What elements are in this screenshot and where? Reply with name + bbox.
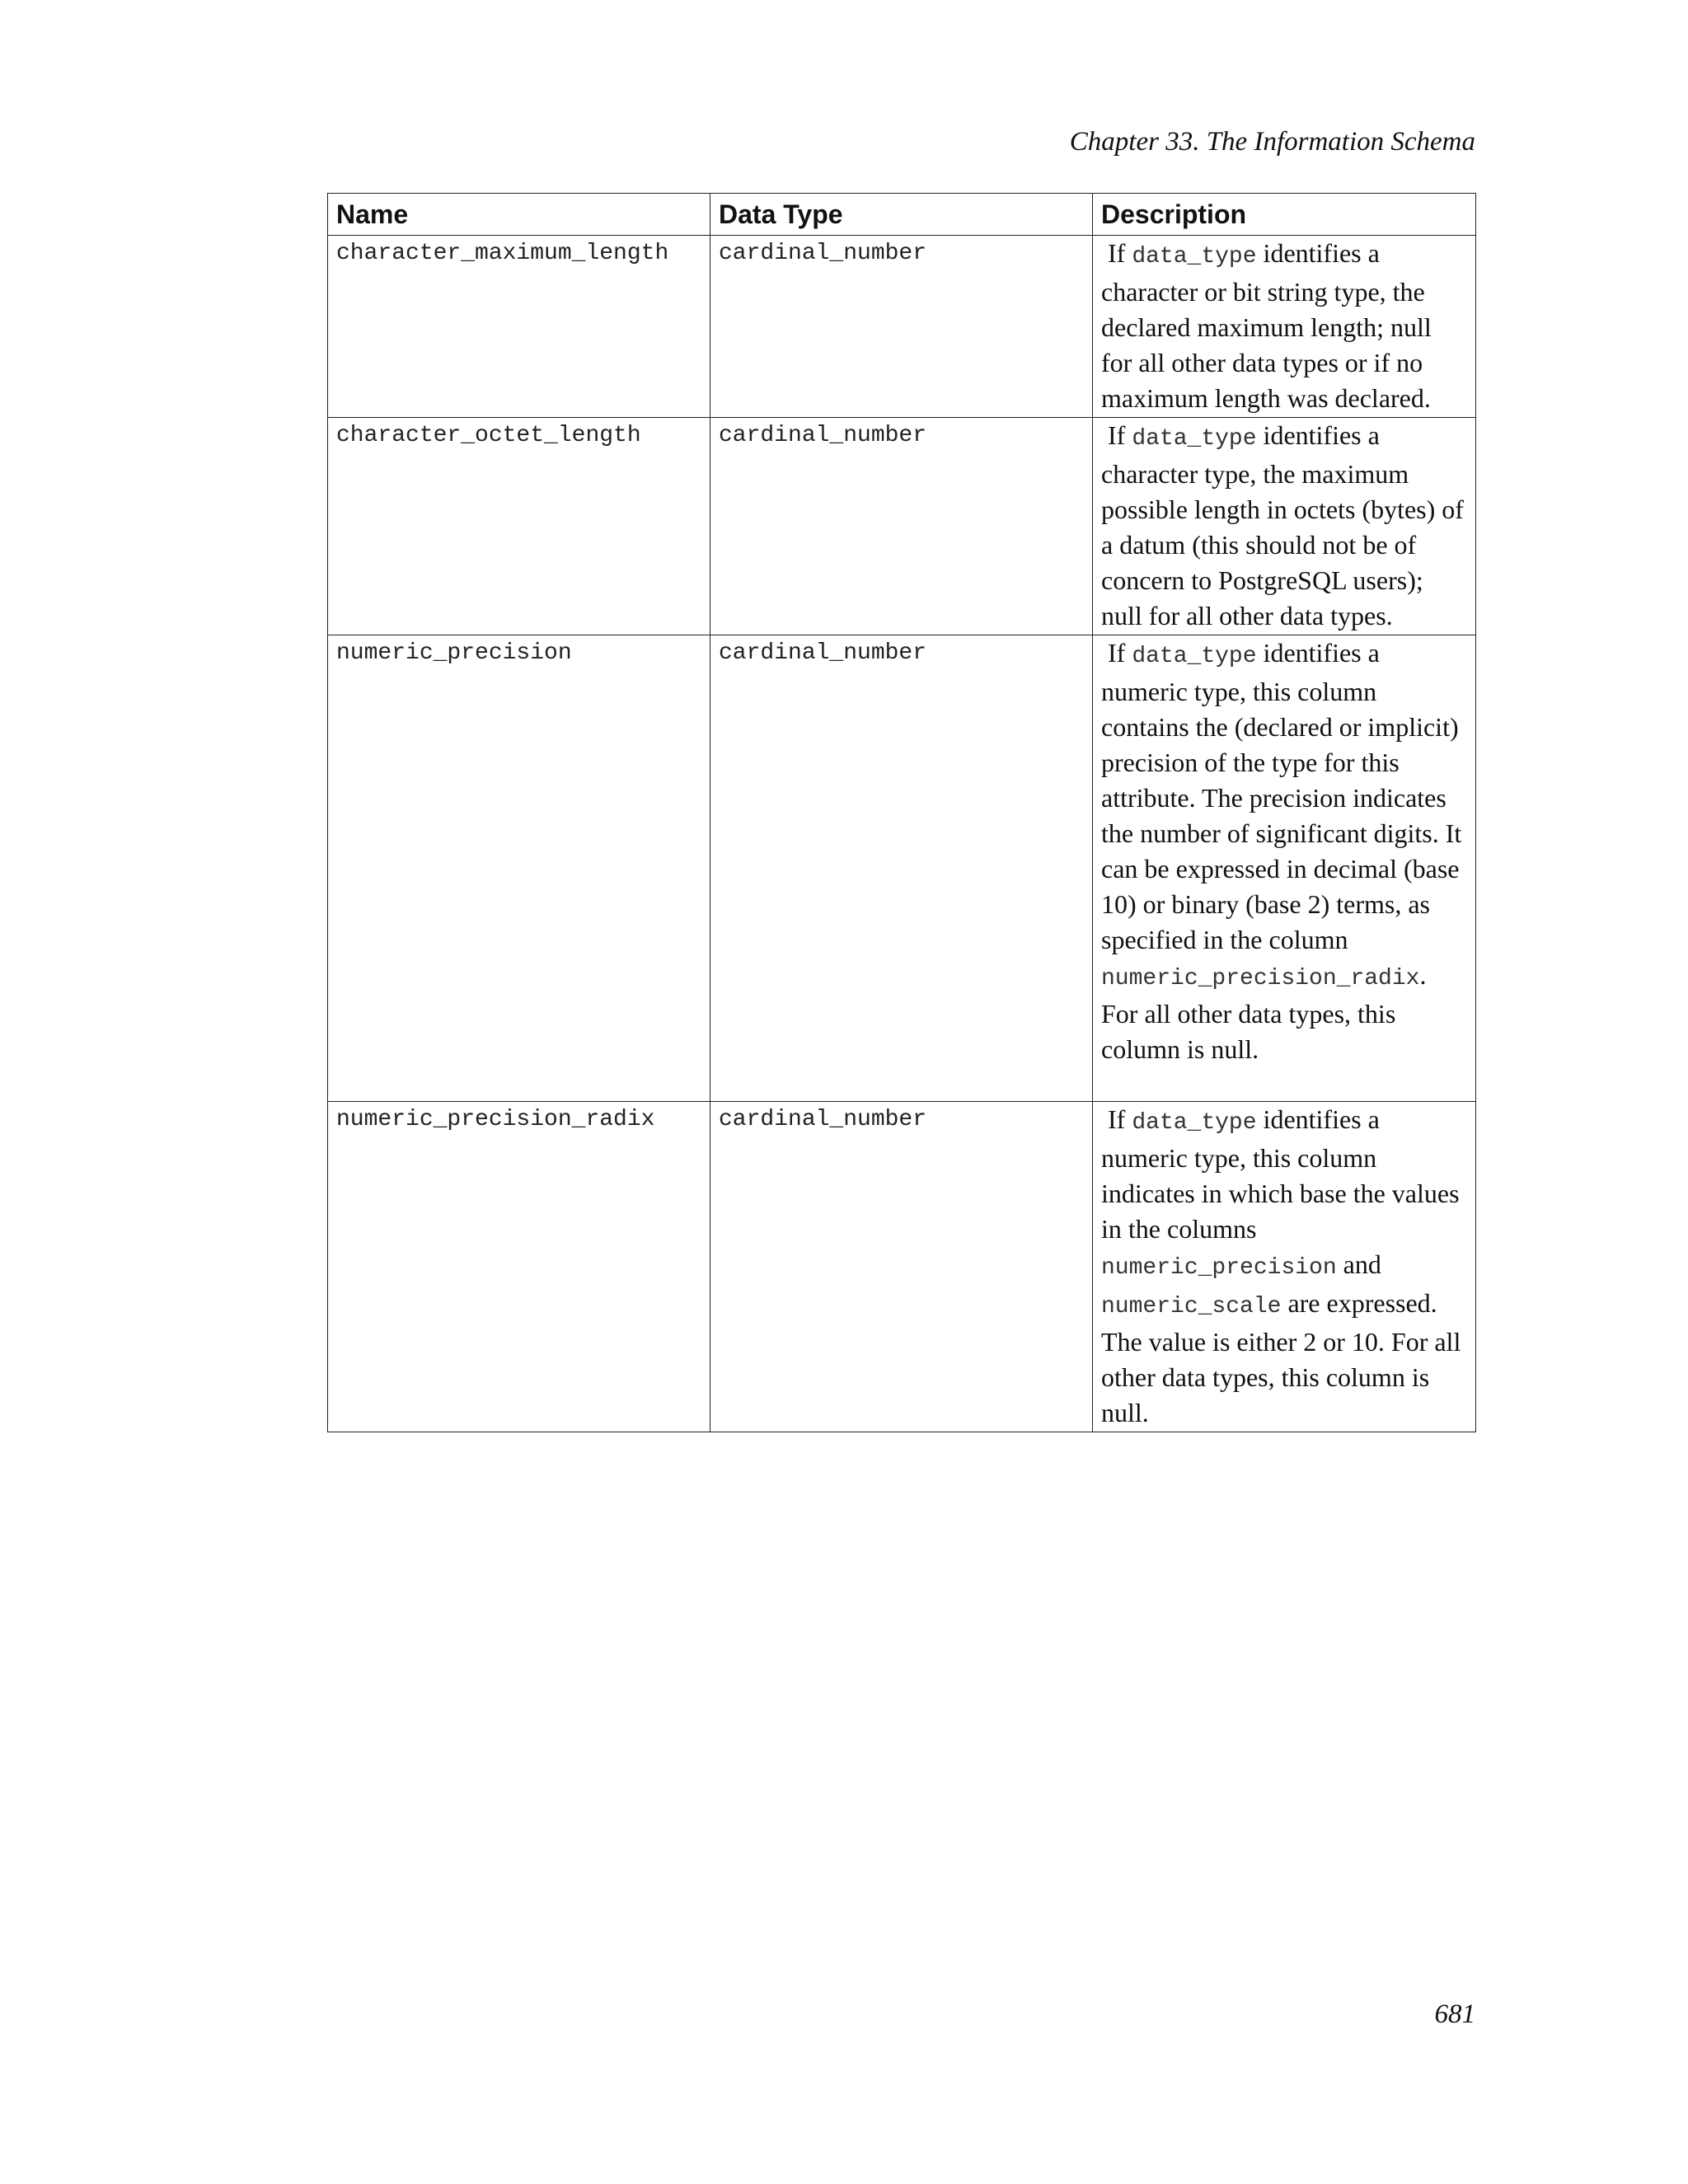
row-description xyxy=(1093,635,1476,1102)
table-row xyxy=(328,236,1476,418)
column-header-description: Description xyxy=(1093,194,1476,236)
page-number: 681 xyxy=(1434,1999,1475,2029)
column-header-data-type: Data Type xyxy=(710,194,1093,236)
desc-text: identifies a character or bit string type, the declared maximum length; null for all other data types or if no maximum length was declared. xyxy=(1101,238,1432,413)
desc-code: numeric_precision_radix xyxy=(1101,966,1420,991)
desc-code: numeric_scale xyxy=(1101,1294,1282,1319)
row-name: numeric_precision xyxy=(328,635,710,1102)
desc-code: numeric_precision xyxy=(1101,1255,1337,1281)
row-data-type: cardinal_number xyxy=(710,1102,1093,1432)
row-data-type: cardinal_number xyxy=(710,236,1093,418)
desc-code: data_type xyxy=(1132,644,1257,669)
column-header-name: Name xyxy=(328,194,710,236)
desc-code: data_type xyxy=(1132,426,1257,452)
table-row xyxy=(328,1102,1476,1432)
table-header-row xyxy=(328,194,1476,236)
desc-text: . For all other data types, this column is null. xyxy=(1101,960,1427,1064)
columns-table xyxy=(327,193,1476,1432)
row-data-type: cardinal_number xyxy=(710,635,1093,1102)
row-name: numeric_precision_radix xyxy=(328,1102,710,1432)
row-description xyxy=(1093,1102,1476,1432)
table-row xyxy=(328,418,1476,635)
desc-text: If xyxy=(1108,238,1132,268)
desc-text: If xyxy=(1108,1104,1132,1134)
desc-code: data_type xyxy=(1132,244,1257,269)
row-name: character_maximum_length xyxy=(328,236,710,418)
desc-text: and xyxy=(1336,1249,1381,1279)
desc-text: identifies a character type, the maximum possible length in octets (bytes) of a datum (this should not be of concern to PostgreSQL users); null for all other data types. xyxy=(1101,420,1464,630)
row-description xyxy=(1093,418,1476,635)
desc-code: data_type xyxy=(1132,1110,1257,1136)
desc-text: If xyxy=(1108,420,1132,450)
row-description xyxy=(1093,236,1476,418)
desc-text: If xyxy=(1108,638,1132,668)
table-row xyxy=(328,635,1476,1102)
desc-text: identifies a numeric type, this column indicates in which base the values in the columns xyxy=(1101,1104,1460,1244)
row-data-type: cardinal_number xyxy=(710,418,1093,635)
row-name: character_octet_length xyxy=(328,418,710,635)
running-header: Chapter 33. The Information Schema xyxy=(1069,127,1475,157)
desc-text: identifies a numeric type, this column contains the (declared or implicit) precision of the type for this attribute. The precision indicates the number of significant digits. It can be expressed in decimal (base 10) or binary (base 2) terms, as specified in the column xyxy=(1101,638,1462,954)
desc-text: are expressed. The value is either 2 or 10. For all other data types, this column is null. xyxy=(1101,1288,1461,1427)
